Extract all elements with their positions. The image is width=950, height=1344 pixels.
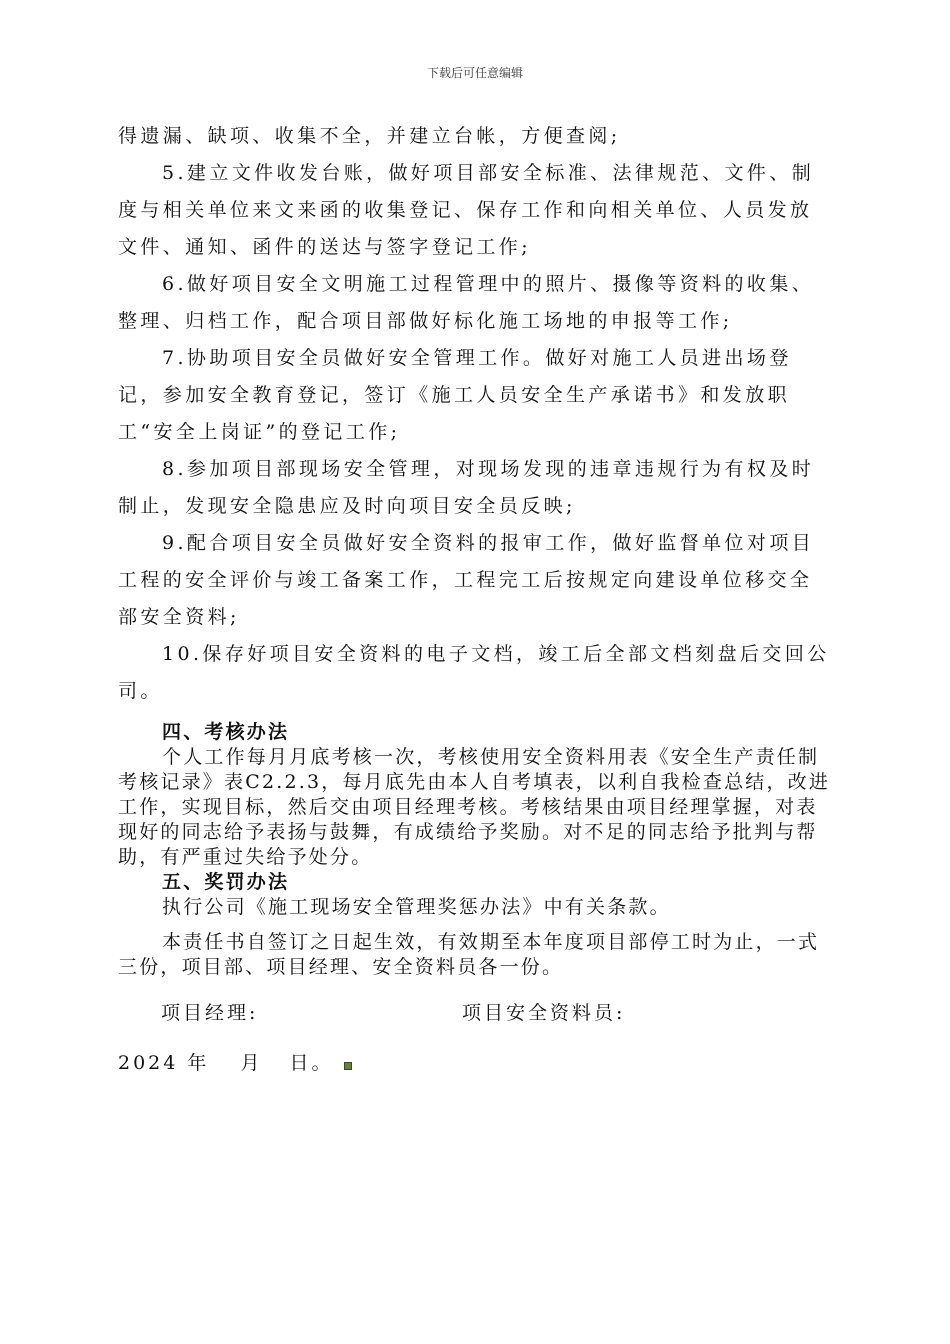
section-heading-rewards: 五、奖罚办法 (162, 871, 290, 893)
paragraph-item-8: 8.参加项目部现场安全管理，对现场发现的违章违规行为有权及时制止，发现安全隐患应及时向项目安全员反映; (118, 458, 815, 517)
section-assessment (118, 720, 833, 980)
date-year: 2024 (118, 1052, 179, 1074)
date-year-unit: 年 (187, 1052, 210, 1074)
paragraph-item-6: 6.做好项目安全文明施工过程管理中的照片、摄像等资料的收集、整理、归档工作，配合项目部做好标化施工场地的申报等工作; (118, 273, 815, 332)
paragraph-item-10: 10.保存好项目安全资料的电子文档，竣工后全部文档刻盘后交回公司。 (118, 643, 830, 702)
section-heading-assessment: 四、考核办法 (162, 721, 290, 743)
paragraph-item-9: 9.配合项目安全员做好安全资料的报审工作，做好监督单位对项目工程的安全评价与竣工备案工作，工程完工后按规定向建设单位移交全部安全资料; (118, 532, 815, 628)
document-body (118, 118, 833, 980)
signature-label-manager: 项目经理: (161, 1002, 259, 1024)
date-line (118, 1048, 352, 1075)
date-month-unit: 月 (240, 1052, 263, 1074)
signature-label-data-officer: 项目安全资料员: (462, 1002, 626, 1024)
section-body-assessment: 个人工作每月月底考核一次，考核使用安全资料用表《安全生产责任制考核记录》表C2.2.3，每月底先由本人自考填表，以利自我检查总结，改进工作，实现目标，然后交由项目经理考核。考核结果由项目经理掌握，对表现好的同志给予表扬与鼓舞，有成绩给予奖励。对不足的同志给予批判与帮助，有严重过失给予处分。 (118, 746, 831, 868)
date-day-unit: 日。 (289, 1052, 334, 1074)
validity-paragraph: 本责任书自签订之日起生效，有效期至本年度项目部停工时为止，一式三份，项目部、项目经理、安全资料员各一份。 (118, 931, 820, 978)
text-anchor-marker-icon (344, 1062, 352, 1070)
paragraph-item-7: 7.协助项目安全员做好安全管理工作。做好对施工人员进出场登记，参加安全教育登记，签订《施工人员安全生产承诺书》和发放职工“安全上岗证”的登记工作; (118, 347, 792, 443)
paragraph-continuation: 得遗漏、缺项、收集不全，并建立台帐，方便查阅; (118, 125, 621, 147)
page-header: 下载后可任意编辑 (426, 66, 523, 80)
section-body-rewards: 执行公司《施工现场安全管理奖惩办法》中有关条款。 (162, 896, 671, 918)
paragraph-item-5: 5.建立文件收发台账，做好项目部安全标准、法律规范、文件、制度与相关单位来文来函的收集登记、保存工作和向相关单位、人员发放文件、通知、函件的送达与签字登记工作; (118, 162, 815, 258)
signature-row (161, 998, 861, 1025)
